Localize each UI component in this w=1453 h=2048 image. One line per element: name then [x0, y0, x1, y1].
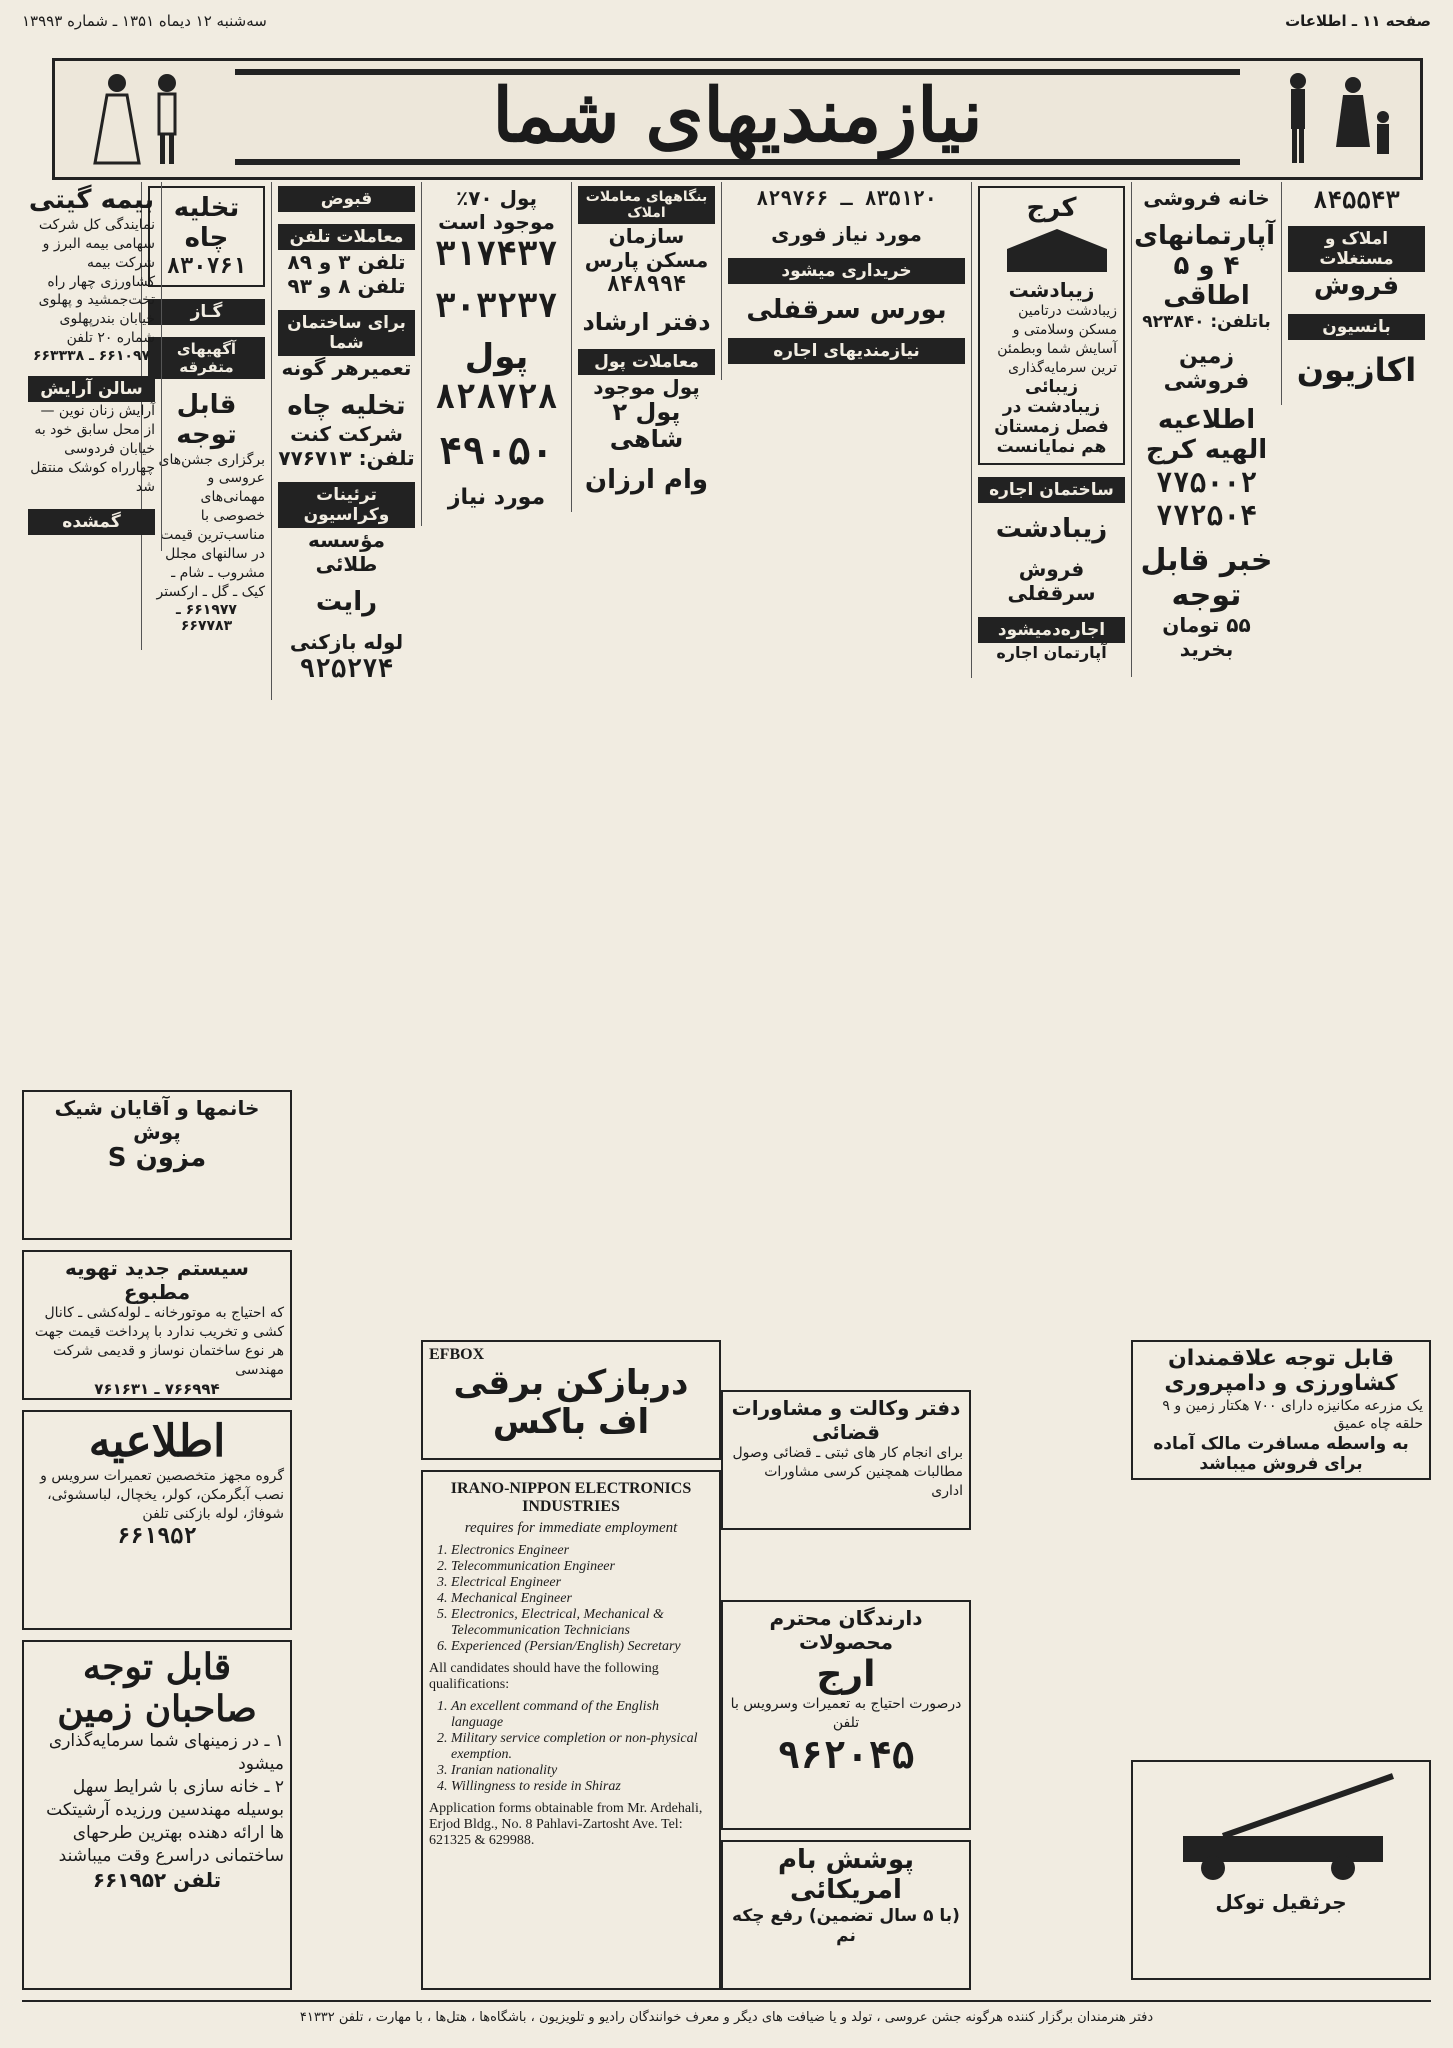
ad-house-sale: خانه فروشی: [1143, 186, 1270, 210]
ad-repair-notice: اطلاعیه گروه مجهز متخصصین تعمیرات سرویس و نصب آبگرمکن، کولر، یخچال، لباسشوئی، شوفاژ، لوله بازکنی تلفن ۶۶۱۹۵۲: [22, 1410, 292, 1630]
ad-lost: گمشده: [28, 509, 155, 535]
house-icon: [997, 224, 1117, 274]
ad-phone-top: ۸۳۵۱۲۰ ـ ۸۲۹۷۶۶: [756, 186, 937, 210]
ad-urgent-need: مورد نیاز فوری: [771, 222, 922, 246]
ad-money: پول ۸۲۸۷۲۸: [435, 337, 558, 418]
crane-truck-icon: [1143, 1766, 1423, 1886]
section-banner: [52, 58, 1423, 180]
ad-phone-deals: معاملات تلفن تلفن ۳ و ۸۹ تلفن ۸ و ۹۳: [278, 224, 415, 298]
ad-decoration: ترئینات وکراسیون مؤسسه طلائی: [278, 482, 415, 576]
ad-apartments: آپارتمانهای ۴ و ۵ اطاقی باتلفن: ۹۲۳۸۴۰: [1134, 221, 1275, 332]
ad-occasion: اکازیون: [1296, 350, 1417, 389]
column-3: [271, 182, 421, 700]
column-5: [571, 182, 721, 512]
page-number: صفحه ۱۱ ـ اطلاعات: [1285, 12, 1431, 30]
ad-realestate: املاک و مستغلات فروش: [1288, 226, 1425, 302]
ad-land-owners: قابل توجه صاحبان زمین ۱ ـ در زمینهای شما سرمایه‌گذاری میشود ۲ ـ خانه سازی با شرایط سهل بوسیله مهندسین ورزیده آرشیتکت ها ارائه دهنده بهترین طرحهای ساختمانی دراسرع وقت میباشند تلفن ۶۶۱۹۵۲: [22, 1640, 292, 1990]
apply-info: Application forms obtainable from Mr. Ardehali, Erjod Bldg., No. 8 Pahlavi-Zartosht Ave. Tel: 621325 & 629988.: [429, 1801, 703, 1848]
ad-receipts: قبوض: [278, 186, 415, 212]
column-7: [971, 182, 1131, 678]
ad-land-sale: زمین فروشی: [1163, 343, 1250, 394]
ad-karaj-notice: اطلاعیه الهیه کرج ۷۷۵۰۰۲ ۷۷۲۵۰۴: [1145, 405, 1268, 533]
ad-ershad-office: دفتر ارشاد: [582, 308, 711, 336]
ad-goodwill-sale: فروش سرقفلی: [1007, 557, 1096, 606]
ad-misc: آگهیهای متفرقه: [148, 337, 265, 379]
ad-agriculture: قابل توجه علاقمندان کشاورزی و دامپروری یک مزرعه مکانیزه دارای ۷۰۰ هکتار زمین و ۹ حلقه چاه عمیق به واسطه مسافرت مالک آماده برای فروش میباشد: [1131, 1340, 1431, 1480]
column-1: [22, 182, 162, 551]
ad-for-rent: اجاره‌دمیشود آپارتمان اجاره: [978, 617, 1125, 662]
couple-illustration-icon: [67, 67, 217, 169]
column-9: [1281, 182, 1431, 405]
footer-rule: [22, 2000, 1431, 2002]
column-8: [1131, 182, 1281, 677]
page-header: [22, 6, 1431, 36]
ad-phone: ۸۴۵۵۴۳: [1313, 186, 1400, 214]
ad-building-rent: ساختمان اجاره: [978, 477, 1125, 503]
ad-news: خبر قابل توجه ۵۵ تومان بخرید: [1140, 543, 1273, 662]
employment-intro: requires for immediate employment: [464, 1520, 678, 1536]
ad-well-cleaning: تخلیه چاه شرکت کنت تلفن: ۷۷۶۷۱۳: [278, 391, 415, 470]
ad-pipe-unclog: لوله بازکنی ۹۲۵۲۷۴: [289, 629, 404, 684]
ad-well-empty: تخلیه چاه ۸۳۰۷۶۱: [148, 186, 265, 287]
positions-list: 1. Electronics Engineer 2. Telecommunication Engineer 3. Electrical Engineer 4. Mechanical Engineer 5. Electronics, Electrical, Mechanical & Telecommunication Technicians 6. Experienced (Persian/English) Secretary: [451, 1543, 713, 1655]
ad-needed: مورد نیاز: [447, 485, 546, 511]
ad-gas: گـاز: [148, 299, 265, 325]
ad-rental-needs: نیازمندیهای اجاره: [728, 338, 965, 364]
ad-arj: دارندگان محترم محصولات ارج درصورت احتیاج به تعمیرات وسرویس با تلفن ۹۶۲۰۴۵: [721, 1600, 971, 1830]
ad-zibadasht: کرج زیبادشت زیبادشت درتامین مسکن وسلامتی و آسایش شما وبطمئن ترین سرمایه‌گذاری زیبائی زیبادشت در فصل زمستان هم نمایانست: [978, 186, 1125, 465]
ad-goodwill-exchange: بورس سرقفلی: [746, 295, 947, 325]
footer-ad: دفتر هنرمندان برگزار کننده هرگونه جشن عروسی ، تولد و یا ضیافت های دیگر و معرف خوانندگان رادیو و تلویزیون ، باشگاه‌ها ، هتل‌ها ، با مهارت ، تلفن ۴۱۳۳۲: [299, 2010, 1154, 2025]
ad-salon: سالن آرایش آرایش زنان نوین — از محل سابق خود به خیابان فردوسی چهارراه کوشک منتقل شد: [28, 376, 155, 496]
ad-roofing: پوشش بام امریکائی (با ۵ سال تضمین) رفع چکه نم: [721, 1840, 971, 1990]
quals-list: 1. An excellent command of the English language 2. Military service completion or non-physical exemption. 3. Iranian nationality 4. Willingness to reside in Shiraz: [451, 1699, 713, 1795]
ad-insurance: بیمه گیتی نمایندگی کل شرکت سهامی بیمه البرز و شرکت بیمه کشاورزی چهار راه تخت‌جمشید و پهلوی خیابان بندرپهلوی شماره ۲۰ تلفن ۶۶۱۰۹۷ ـ ۶۶۳۳۳۸: [28, 185, 155, 365]
family-illustration-icon: [1258, 67, 1408, 169]
ad-irano-nippon: [421, 1470, 721, 1990]
quals-intro: All candidates should have the following qualifications:: [429, 1661, 659, 1692]
ad-crane: جرثقیل توکل: [1131, 1760, 1431, 1980]
ad-pension: بانسیون: [1288, 314, 1425, 340]
banner-title: نیازمندیهای شما: [235, 69, 1240, 165]
company-name: IRANO-NIPPON ELECTRONICS INDUSTRIES: [450, 1480, 692, 1515]
column-4: [421, 182, 571, 526]
ad-for-your-building: برای ساختمان شما تعمیرهر گونه: [278, 310, 415, 380]
column-6: [721, 182, 971, 380]
ad-phone-49050: ۴۹۰۵۰: [439, 429, 554, 474]
ad-wanted: خریداری میشود: [728, 258, 965, 284]
ad-realestate-agencies: بنگاههای معاملات املاک سازمان مسکن پارس ۸۴۸۹۹۴: [578, 186, 715, 297]
ad-notice-weddings: قابل توجه برگزاری جشن‌های عروسی و مهمانی‌های خصوصی با مناسب‌ترین قیمت در سالنهای مجلل مشروب ـ شام ـ کیک ـ گل ـ ارکستر ۶۶۱۹۷۷ ـ ۶۶۷۷۸۳: [156, 389, 265, 634]
ad-loan-phone: ۳۰۳۲۳۷: [435, 286, 558, 326]
ad-efbox: EFBOX دربازکن برقی اف باکس: [421, 1340, 721, 1460]
ad-zibadasht-2: زیبادشت: [995, 514, 1108, 545]
ad-fashion: خانمها و آقایان شیک پوش مزون S: [22, 1090, 292, 1240]
ad-money-deals: معاملات پول پول موجود پول ۲ شاهی: [578, 349, 715, 454]
ad-wright: رایت: [315, 586, 378, 617]
ad-cheap-loan: وام ارزان: [584, 464, 709, 495]
ad-law-office: دفتر وکالت و مشاورات قضائی برای انجام کار های ثبتی ـ قضائی وصول مطالبات همچنین کرسی مشاورات اداری: [721, 1390, 971, 1530]
issue-date: سه‌شنبه ۱۲ دیماه ۱۳۵۱ ـ شماره ۱۳۹۹۳: [22, 12, 267, 30]
ad-money-available: پول ۷۰٪ موجود است ۳۱۷۴۳۷: [435, 186, 558, 274]
ad-hvac: سیستم جدید تهویه مطبوع که احتیاج به موتورخانه ـ لوله‌کشی ـ کانال کشی و تخریب ندارد با پرداخت قیمت جهت هر نوع ساختمان نوساز و قدیمی شرکت مهندسی ۷۶۶۹۹۴ ـ ۷۶۱۶۳۱: [22, 1250, 292, 1400]
